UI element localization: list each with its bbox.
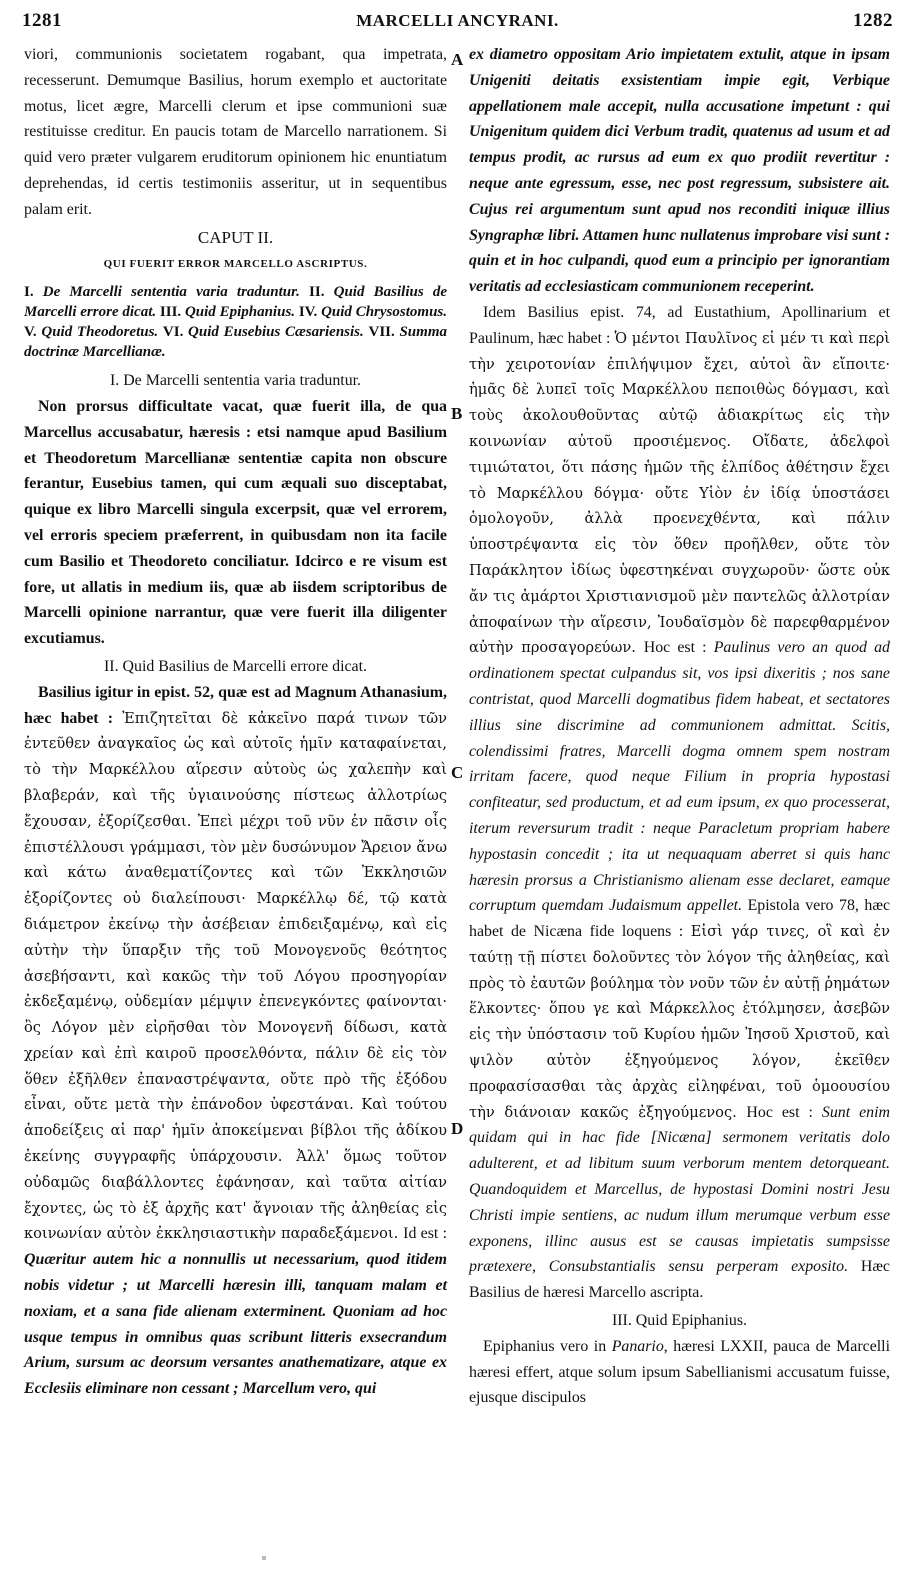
- basilius-conclusion: Hæc Basilius de hæresi Marcello ascripta.: [469, 1258, 890, 1302]
- section-3-text: , hæresi LXXII, pauca de Marcelli hæresi effert, atque solum ipsum Sabellianismi accusatum fuisse, ejusque discipulos: [469, 1337, 891, 1407]
- section-1-text: Non prorsus difficultate vacat, quæ fuerit illa, de qua Marcellus accusabatur, hæresis : etsi namque apud Basilium et Theodoretum Marcellianæ sententiæ capita non obscure ferantur, Eusebius tamen, qui cum æquali suo disceptabat, quique ex libro Marcelli singula excerpsit, quæ vel errorem, vel erroris speciem præferrent, in quibusdam non ita facile cum Basilio et Theodoreto conciliatur. Idcirco e re visum est fore, ut allatis in medium iis, quæ ab iisdem scriptoribus de Marcelli opinione narrantur, quæ vere fuerit illa diligenter excutiamus.: [24, 397, 447, 648]
- margin-letter-c: C: [451, 763, 464, 782]
- section-2-greek-quote: Ἐπιζητεῖται δὲ κἀκεῖνο παρά τινων τῶν ἐντεῦθεν ἀναγκαῖος ὡς καὶ αὐτοῖς ἡμῖν καταφαίνεται, τὸ τὴν Μαρκέλλου αἵρεσιν αὐτοὺς ὡς χαλεπὴν καὶ βλαβεράν, καὶ τῆς ὑγιαινούσης πίστεως ἀλλοτρίως ἔχουσαν, ἐξορίζεσθαι. Ἐπεὶ μέχρι τοῦ νῦν ἐν πᾶσιν οἷς ἐπιστέλλουσι γράμμασι, τὸν μὲν δυσώνυμον Ἄρειον ἄνω καὶ κάτω ἀναθεματίζοντες καὶ τῶν Ἐκκλησιῶν ἐξορίζοντες οὐ διαλείπουσι· Μαρκέλλῳ δέ, τῷ κατὰ διάμετρον ἐκείνῳ τὴν ἀσέβειαν ἐπιδειξαμένῳ, καὶ εἰς αὐτὴν τὴν ὕπαρξιν τῆς τοῦ Μονογενοῦς θεότητος ἀσεβήσαντι, καὶ κακῶς τὴν τοῦ Λόγου προσηγορίαν ἐκδεξαμένῳ, οὐδεμίαν μέμψιν ἐπενεγκόντες φαίνονται· ὃς Λόγον μὲν εἰρῆσθαι τὸν Μονογενῆ δίδωσι, κατὰ χρείαν καὶ ἐπὶ καιροῦ προσελθόντα, πάλιν δὲ εἰς τὸν ὅθεν ἐξῆλθεν ἐπαναστρέψαντα, οὔτε πρὸ τῆς ἐξόδου εἶναι, οὔτε μετὰ τὴν ἐπάνοδον ὑφεστάναι. Καὶ τούτου ἀποδείξεις αἱ παρ' ἡμῖν ἀποκείμεναι βίβλοι τῆς ἀδίκου ἐκείνης συγγραφῆς ὑπάρχουσιν. Ἀλλ' ὅμως τοῦτον οὐδαμῶς διαβάλλοντες ἐφάνησαν, καὶ ταῦτα αἰτίαν ἔχοντες, ὡς τὸ ἐξ ἀρχῆς κατ' ἄγνοιαν τῆς ἀληθείας εἰς κοινωνίαν αὐτὸν ἐκκλησιαστικὴν παραδεξάμενοι.: [24, 709, 447, 1243]
- left-column: [24, 42, 447, 1402]
- margin-letter-a: A: [451, 50, 464, 69]
- section-3-panario: Panario: [611, 1337, 664, 1355]
- summary-num-6: VI.: [162, 324, 184, 341]
- section-1-heading: I. De Marcelli sententia varia traduntur.: [109, 372, 362, 390]
- chapter-summary: [24, 282, 447, 362]
- footer-speck: [262, 1556, 266, 1560]
- summary-num-4: IV.: [298, 304, 318, 321]
- page-number-left: 1281: [22, 10, 62, 31]
- section-2-lead: Basilius igitur in epist. 52, quæ est ad Magnum Athanasium, hæc habet :: [24, 683, 447, 727]
- epistle-74-paragraph: [469, 300, 890, 1306]
- summary-text-4: Quid Chrysostomus.: [317, 304, 447, 321]
- opening-paragraph: viori, communionis societatem rogabant, qua impetrata, recesserunt. Demumque Basilius, horum exemplo et auctoritate motus, licet ægre, Marcelli clerum et ipse communioni suæ restituisse creditur. En paucis totam de Marcello narrationem. Si quid vero præter vulgarem eruditorum opinionem hic enuntiatum deprehendas, id certis testimoniis asseritur, ut in sequentibus palam erit.: [24, 46, 447, 218]
- epistle-74-lead: Idem Basilius epist. 74, ad Eustathium, Apollinarium et Paulinum, hæc habet :: [469, 303, 890, 347]
- section-3-lead: Epiphanius vero in: [483, 1337, 612, 1355]
- epistle-78-latin-translation: Sunt enim quidam qui in hac fide [Nicæna] sermonem veritatis dolo adulterent, et ad libitum suum verborum mentem detorqueant. Quandoquidem et Marcellus, de hypostasi Domini nostri Jesu Christi impie sentiens, ac nudum illum merumque verbum esse exponens, illinc ausus est se causas impietatis sumpsisse prætexere, Consubstantialis sensu perperam exposito.: [469, 1103, 890, 1276]
- epistle-78-greek-quote: Εἰσὶ γάρ τινες, οἳ καὶ ἐν ταύτῃ τῇ πίστει δολοῦντες τὸν λόγον τῆς ἀληθείας, καὶ πρὸς τὸ ἑαυτῶν βούλημα τὸν νοῦν τῶν ἐν αὐτῇ ῥημάτων ἕλκοντες· ὅπου γε καὶ Μάρκελλος ἐτόλμησεν, ἀσεβῶν εἰς τὴν ὑπόστασιν τοῦ Κυρίου ἡμῶν Ἰησοῦ Χριστοῦ, καὶ ψιλὸν αὐτὸν ἐξηγούμενος λόγον, ἐκεῖθεν προφασίσασθαι τὰς ἀρχὰς εἰληφέναι, τοῦ ὁμοουσίου τὴν διάνοιαν κακῶς ἐξηγούμενος.: [469, 923, 890, 1121]
- page-number-right: 1282: [853, 10, 893, 31]
- section-2-id-est: Id est :: [403, 1225, 447, 1243]
- right-column: [469, 42, 890, 1411]
- summary-num-2: II.: [309, 284, 325, 301]
- summary-num-7: VII.: [368, 324, 395, 341]
- chapter-title: QUI FUERIT ERROR MARCELLO ASCRIPTUS.: [103, 258, 368, 271]
- summary-text-5: Quid Theodoretus.: [36, 324, 163, 341]
- running-title: MARCELLI ANCYRANI.: [356, 11, 559, 30]
- continued-translation: [469, 42, 890, 300]
- section-2-heading: II. Quid Basilius de Marcelli errore dicat.: [104, 657, 367, 675]
- summary-num-5: V.: [24, 324, 37, 341]
- margin-letter-d: D: [451, 1119, 464, 1138]
- summary-text-2: Quid Basilius de Marcelli errore dicat.: [24, 284, 447, 321]
- summary-text-1: De Marcelli sententia varia traduntur.: [33, 284, 310, 301]
- epistle-74-greek-quote: Ὁ μέντοι Παυλῖνος εἰ μέν τι καὶ περὶ τὴν χειροτονίαν ἐπιλήψιμον ἔχει, αὐτοὶ ἂν εἴποιτε· ἡμᾶς δὲ λυπεῖ τοῖς Μαρκέλλου πεποιθὼς δόγμασι, καὶ τοὺς ἀκολουθοῦντας αὐτῷ ἀδιακρίτως εἰς τὴν κοινωνίαν αὐτοῦ προσιέμενος. Οἴδατε, ἀδελφοὶ τιμιώτατοι, ὅτι πάσης ἡμῶν τῆς ἐλπίδος ἀθέτησιν ἔχει τὸ Μαρκέλλου δόγμα· οὔτε Υἱὸν ἐν ἰδίᾳ ὑποστάσει ὁμολογοῦν, ἀλλὰ προενεχθέντα, καὶ πάλιν ὑποστρέψαντα εἰς τὸν ὅθεν προῆλθεν, οὔτε τὸν Παράκλητον ἰδίως ὑφεστηκέναι συγχωροῦν· ὥστε οὐκ ἄν τις ἁμάρτοι Χριστιανισμοῦ μὲν παντελῶς ἀλλοτρίαν ἀποφαίνων τὴν αἵρεσιν, Ἰουδαϊσμὸν δὲ παρεφθαρμένον αὐτὴν προσαγορεύων.: [469, 329, 890, 657]
- summary-text-7: Summa doctrinæ Marcellianæ.: [24, 324, 447, 361]
- running-header: [22, 6, 893, 36]
- epistle-74-latin-translation: Paulinus vero an quod ad ordinationem spectat culpandus sit, vos ipsi dixeritis ; nos sane contristat, quod Marcelli dogmatibus fidem habeat, et sectatores illius sine discrimine ad communionem admittat. Scitis, colendissimi fratres, Marcelli dogma omnem spem nostram irritam facere, quod neque Filium in propria hypostasi confiteatur, sed productum, et ad eum ipsum, ex quo processerat, iterum reversurum tradit : neque Paracletum propriam habere hypostasin concedit ; ita ut nequaquam aberret si quis hanc hæresin prorsus a Christianismo alienam esse declaret, eamque corruptum quemdam Judaismum appellet.: [469, 639, 890, 915]
- summary-num-1: I.: [24, 284, 34, 301]
- section-2-latin-translation: Quæritur autem hic a nonnullis ut necessarium, quod itidem nobis videtur ; ut Marcelli hæresin illi, tanquam malam et noxiam, et a sana fide alienam exterminent. Quoniam ad hoc usque tempus in omnibus quas scribunt litteris exsecrandum Arium, sursum ac deorsum versantes anathematizare, atque ex Ecclesiis eliminare non cessant ; Marcellum vero, qui: [24, 1251, 447, 1398]
- epistle-78-hoc-est: Hoc est :: [746, 1103, 822, 1121]
- epistle-78-lead: Epistola vero 78, hæc habet de Nicæna fide loquens :: [469, 897, 891, 941]
- epistle-74-hoc-est: Hoc est :: [643, 639, 714, 657]
- summary-text-3: Quid Epiphanius.: [181, 304, 299, 321]
- section-2-body: [24, 680, 447, 1402]
- section-3-body: [469, 1334, 890, 1411]
- margin-letter-b: B: [451, 404, 463, 423]
- section-3-heading: III. Quid Epiphanius.: [611, 1312, 748, 1330]
- summary-num-3: III.: [159, 304, 182, 321]
- chapter-heading: CAPUT II.: [197, 227, 274, 247]
- continued-translation-text: ex diametro oppositam Ario impietatem extulit, atque in ipsam Unigeniti deitatis exsistentiam impie egit, Verbique appellationem male accepit, nulla accusatione impetunt : qui Unigenitum quidem dici Verbum tradit, quatenus ad usum et ad tempus prodit, ac rursus ad eum ex quo prodiit revertitur : neque ante egressum, esse, nec post regressum, subsistere ait. Cujus rei argumentum sunt apud nos reconditi iniquæ illius Syngraphæ libri. Attamen hunc nullatenus improbare visi sunt : quin et in hoc culpandi, quod eum a principio per ignorantiam veritatis ad ecclesiasticam communionem receperint.: [469, 46, 890, 296]
- summary-text-6: Quid Eusebius Cæsariensis.: [183, 324, 369, 341]
